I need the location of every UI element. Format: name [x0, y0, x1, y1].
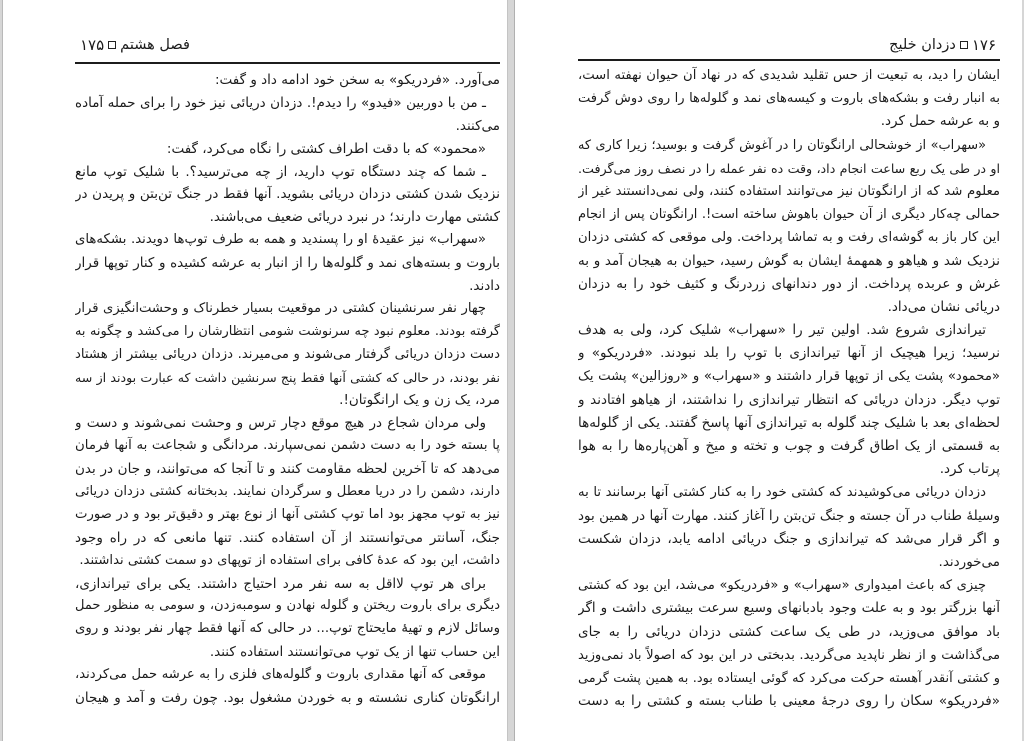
text-line: معلوم شد که از ارانگوتان نیز می‌توانند استفاده کنند، ولی نمی‌دانستند غیر از	[578, 183, 1000, 199]
paragraph	[75, 161, 500, 230]
text-line: «سهراب» از خوشحالی ارانگوتان را در آغوش گرفت و بوسید؛ زیرا کاری که	[578, 137, 986, 153]
text-line: می‌خوردند.	[938, 553, 1000, 570]
page-number: ۱۷۵	[80, 36, 105, 54]
text-line: «فردریکو» سکان را روی درجهٔ معینی با طناب بسته و کشتی را به دست	[578, 693, 1000, 710]
right-page	[514, 0, 1022, 741]
text-line: نیز به توپ مجهز بود اما توپ کشتی آنها از نوع بهتر و دقیق‌تر بود و در صورت	[75, 506, 500, 522]
text-line: ـ من با دوربین «فیدو» را دیدم!. دزدان دریائی نیز خود را برای حمله آماده	[75, 94, 486, 111]
paragraph	[578, 319, 1000, 481]
text-line: ولی مردان شجاع در هیچ موقع دچار ترس و وحشت نمی‌شوند و دست و	[75, 415, 486, 432]
text-line: دریائی نشان می‌داد.	[887, 298, 1000, 315]
page-number: ۱۷۶	[971, 36, 996, 54]
paragraph	[75, 298, 500, 412]
running-title: دزدان خلیج	[889, 37, 956, 53]
text-line: حمالی چه‌کار دیگری از آن حیوان باهوش ساخته است!. ارانگوتان پس از انجام	[578, 207, 1000, 223]
page-header	[80, 34, 190, 56]
ornament-square	[960, 41, 968, 49]
text-line: ـ شما که چند دستگاه توپ دارید، از چه می‌ترسید؟. با شلیک توپ مانع	[75, 163, 486, 180]
text-line: و به عرشه حمل کرد.	[880, 113, 1000, 130]
text-line: و کشتی آنقدر آهسته حرکت می‌کرد که گوئی ایستاده بود. به همین پشت گرمی	[578, 670, 1000, 686]
text-line: می‌کنند.	[455, 117, 500, 134]
text-line: این حساب تنها از یک توپ می‌توانستند استفاده کنند.	[209, 644, 500, 661]
left-page	[2, 0, 508, 741]
paragraph	[75, 229, 500, 298]
text-line: جنگ، آسانتر می‌توانستند از آن استفاده کنند. تنها مانعی که در راه وجود	[75, 529, 500, 546]
paragraph	[75, 664, 500, 710]
text-line: وسیلهٔ طناب در آن جسته و جنگ تن‌بتن را آغاز کنند. مهارت آنها در همین بود	[578, 507, 1000, 524]
text-line: تیراندازی شروع شد. اولین تیر را «سهراب» شلیک کرد، ولی به هدف	[578, 322, 986, 339]
text-line: نزدیک شد و هیاهو و همهمهٔ ایشان به گوش رسید، حیوان به هیجان آمد و به	[578, 252, 1000, 269]
paragraph	[75, 69, 500, 92]
text-line: دادند.	[469, 278, 500, 295]
text-line: آنها بزرگتر بود و به علت وجود بادبانهای وسیع سرعت بیشتری داشت و اگر	[578, 600, 1000, 617]
text-line: نفر بودند، در حالی که کشتی آنها فقط پنج سرنشین داشت که عبارت بودند از سه	[75, 369, 500, 385]
paragraph	[578, 134, 1000, 320]
paragraph	[75, 573, 500, 665]
running-title: فصل هشتم	[120, 37, 190, 53]
text-line: غرش و عربده پرداخت. از دور دندانهای زردرنگ و کثیف خود را به دزدان	[578, 275, 1000, 292]
text-line: مرد، یک زن و یک ارانگوتان!.	[339, 392, 500, 409]
text-line: کشتی مهارت دارند؛ در نبرد دریائی ضعیف می‌باشند.	[209, 209, 500, 226]
text-line: او در طی یک ربع ساعت انجام داد، وقت ده نفر عمله را در نصف روز می‌گرفت.	[578, 160, 1000, 176]
text-line: برای هر توپ لااقل به سه نفر مرد احتیاج داشتند. یکی برای تیراندازی،	[75, 575, 486, 592]
text-line: و اگر قرار می‌شد که تیراندازی و جنگ دریائی ادامه یابد، دزدان شکست	[578, 530, 1000, 547]
text-line: به قسمتی از یک اطاق گرفت و چوب و تخته و میخ و آهن‌پاره‌ها را به هوا	[578, 438, 1000, 454]
text-line: «محمود» پشت یکی از توپها قرار داشتند و «سهراب» و «روزالین» پشت یک	[578, 369, 1000, 385]
text-line: گرفته بودند. معلوم نبود چه سرنوشت شومی انتظارشان را می‌کشد و چگونه به	[75, 323, 500, 339]
text-line: ارانگوتان کناری نشسته و به خوردن مشغول بود. چون رفت و آمد و هیجان	[75, 690, 500, 707]
text-line: پرتاب کرد.	[939, 461, 1000, 478]
paragraph	[578, 574, 1000, 713]
header-rule	[75, 62, 500, 64]
text-line: دیگری برای باروت ریختن و گلوله نهادن و سومبه‌زدن، و سومی به منظور حمل	[75, 598, 500, 614]
text-line: نرسید؛ زیرا هیچیک از آنها تیراندازی با توپ را بلد نبودند. «فردریکو» و	[578, 345, 1000, 362]
text-line: دست دزدان دریائی گرفتار می‌شوند و می‌میرند. دزدان دریائی بیشتر از هشتاد	[75, 346, 500, 362]
text-line: می‌دهد که تا آخرین لحظه مقاومت کنند و تا آنجا که می‌توانند، و جان در بدن	[75, 461, 500, 478]
text-line: لحظه‌ای بعد با شلیک چند گلوله به تیراندازی آنها پاسخ گفتند. یکی از گلوله‌ها	[578, 414, 1000, 431]
text-line: می‌آورد. «فردریکو» به سخن خود ادامه داد و گفت:	[214, 72, 500, 88]
header-rule	[578, 59, 1000, 61]
ornament-square	[108, 41, 116, 49]
text-line: چیزی که باعث امیدواری «سهراب» و «فردریکو» می‌شد، این بود که کشتی	[578, 578, 986, 594]
text-line: موقعی که آنها مقداری باروت و گلوله‌های فلزی را به عرشه حمل می‌کردند،	[75, 667, 486, 683]
page-header	[889, 34, 996, 56]
text-line: پا بسته خود را به دست دشمن نمی‌سپارند. مردانگی و شجاعت به آنها فرمان	[75, 438, 500, 454]
text-line: «محمود» که با دقت اطراف کشتی را نگاه می‌کرد، گفت:	[166, 140, 486, 157]
text-line: داشت، این بود که عدهٔ کافی برای استفاده از توپهای دو سمت کشتی نداشتند.	[79, 552, 500, 568]
text-line: دزدان دریائی می‌کوشیدند که کشتی خود را به کنار کشتی آنها برسانند تا به	[578, 485, 986, 501]
text-line: دارند، دشمن را در دریا معطل و سرگردان نمایند. بدبختانه کشتی دزدان دریائی	[75, 484, 500, 500]
text-line: به انبار رفت و بشکه‌های باروت و کیسه‌های نمد و گلوله‌ها را روی دوش گرفت	[578, 91, 1000, 107]
paragraph	[75, 412, 500, 572]
text-line: می‌گذاشت و از نظر ناپدید می‌گردید. بدبختی در این بود که اصولاً باد نمی‌وزید	[578, 647, 1000, 663]
paragraph	[578, 64, 1000, 134]
paragraph	[75, 92, 500, 138]
text-line: توپ دیگر. دزدان دریائی که انتظار تیراندازی را نداشتند، از هیاهو افتادند و	[578, 391, 1000, 408]
text-line: باد موافق می‌وزید، در طی یک ساعت کشتی دزدان دریائی را به جای	[578, 623, 1000, 640]
page-body	[75, 69, 500, 710]
page-body	[578, 64, 1000, 713]
text-line: نزدیک شدن کشتی دزدان دریائی بشوید. آنها فقط در جنگ تن‌بتن و پریدن در	[75, 186, 500, 203]
text-line: این کار باز به گوشه‌ای رفت و به تماشا پرداخت. ولی موقعی که کشتی دزدان	[578, 230, 1000, 246]
text-line: «سهراب» نیز عقیدهٔ او را پسندید و همه به طرف توپ‌ها دویدند. بشکه‌های	[75, 232, 486, 248]
paragraph	[75, 138, 500, 161]
paragraph	[578, 481, 1000, 574]
text-line: چهار نفر سرنشینان کشتی در موقعیت بسیار خطرناک و وحشت‌انگیزی قرار	[75, 300, 486, 316]
text-line: باروت و بسته‌های نمد و گلوله‌ها را از انبار به عرشه کشیده و کنار توپها قرار	[75, 255, 500, 272]
text-line: وسائل لازم و تهیهٔ مایحتاج توپ... در حالی که آنها فقط چهار نفر بودند و روی	[75, 621, 500, 637]
text-line: ایشان را دید، به تبعیت از حس تقلید شدیدی که در نهاد آن حیوان نهفته است،	[578, 68, 1000, 83]
